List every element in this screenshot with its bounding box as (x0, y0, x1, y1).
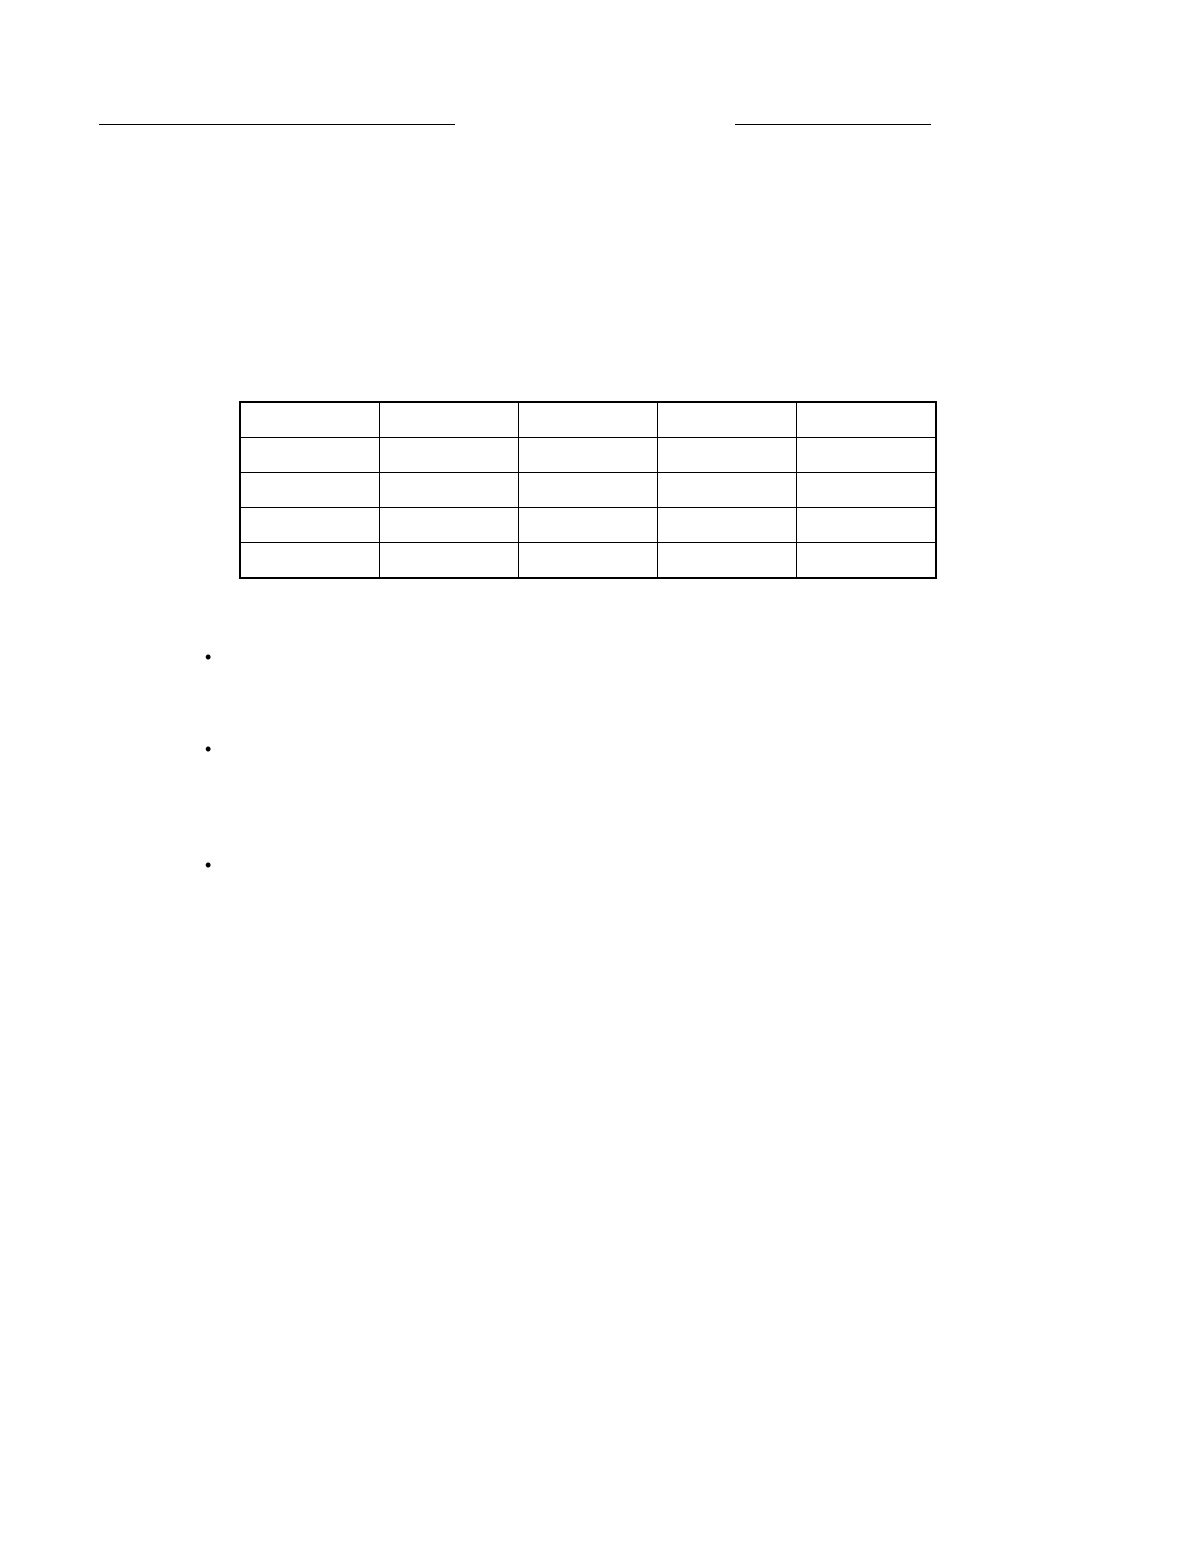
header-cell (518, 402, 657, 438)
cell (796, 508, 936, 543)
cell (379, 543, 518, 579)
row-name (240, 473, 379, 508)
pets-table (239, 401, 937, 579)
row-name (240, 508, 379, 543)
conclusion-bullet: • (205, 647, 212, 667)
pascal-triangle-figure (390, 1035, 970, 1380)
cell (796, 543, 936, 579)
cell (518, 438, 657, 473)
name-blank[interactable] (99, 124, 455, 125)
cell (518, 543, 657, 579)
cell (518, 508, 657, 543)
bullet: • (205, 855, 212, 875)
header-cell (796, 402, 936, 438)
cell (518, 473, 657, 508)
cell (796, 438, 936, 473)
header-cell (657, 402, 796, 438)
cell (796, 473, 936, 508)
date-blank[interactable] (735, 124, 931, 125)
quiz-date-field (735, 104, 931, 125)
row-name (240, 543, 379, 579)
header-cell (379, 402, 518, 438)
table-row (240, 508, 936, 543)
table-row (240, 438, 936, 473)
cell (657, 543, 796, 579)
cell (657, 473, 796, 508)
cell (657, 508, 796, 543)
row-name (240, 438, 379, 473)
cell (657, 438, 796, 473)
pascal-triangle-svg (390, 1035, 970, 1380)
name-field (99, 104, 455, 125)
cell (379, 438, 518, 473)
bullet: • (205, 739, 212, 759)
cell (379, 508, 518, 543)
table-row (240, 473, 936, 508)
table-row (240, 543, 936, 579)
header-cell (240, 402, 379, 438)
pets-header-row (240, 402, 936, 438)
cell (379, 473, 518, 508)
